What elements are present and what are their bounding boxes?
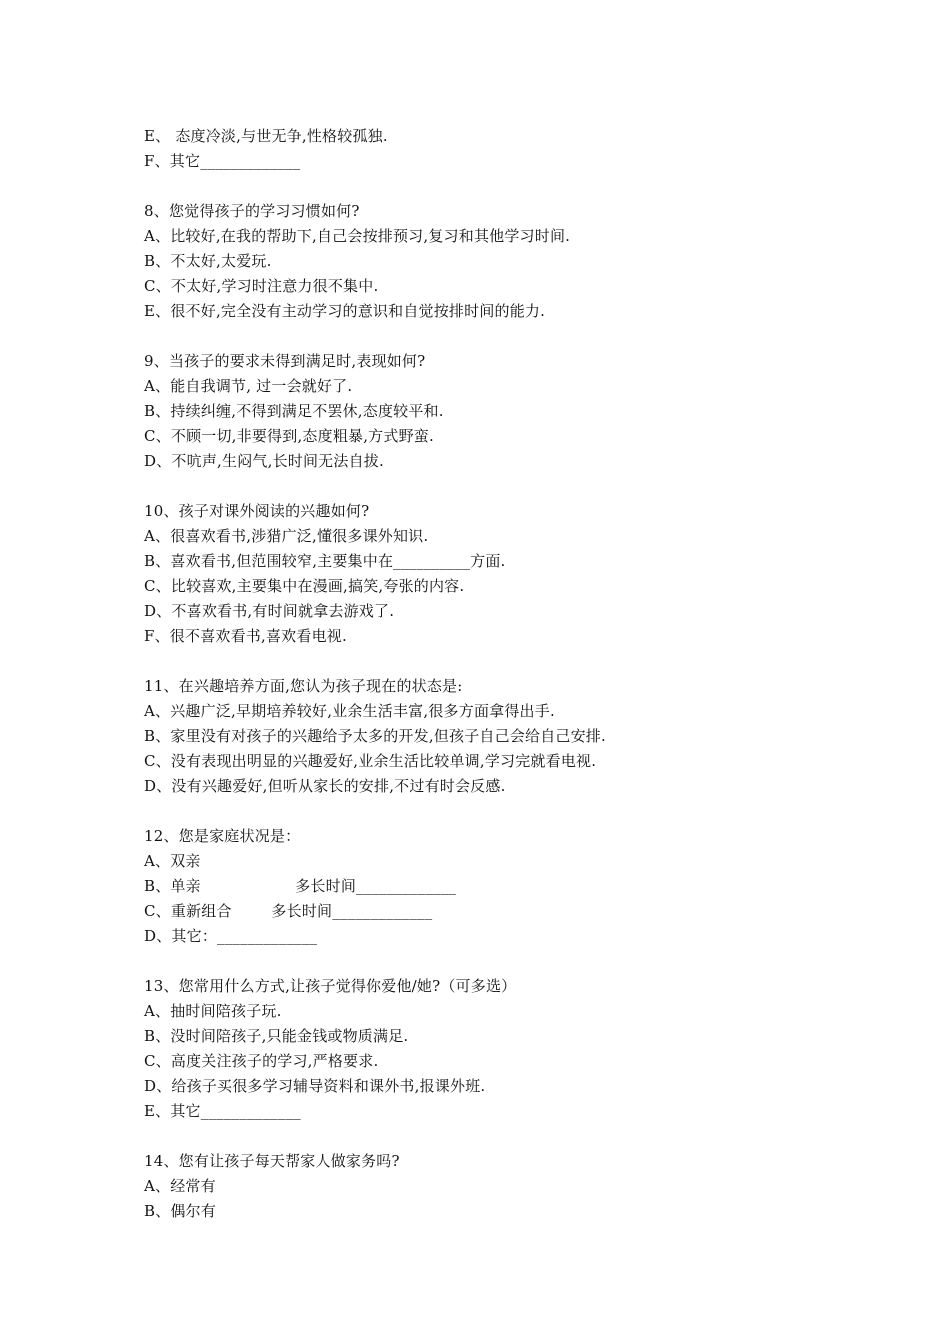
- option-10c: C、比较喜欢,主要集中在漫画,搞笑,夸张的内容.: [144, 577, 465, 595]
- question-14: 14、您有让孩子每天帮家人做家务吗?: [144, 1152, 400, 1170]
- option-8c: C、不太好,学习时注意力很不集中.: [144, 277, 379, 295]
- option-13b: B、没时间陪孩子,只能金钱或物质满足.: [144, 1027, 409, 1045]
- option-11a: A、兴趣广泛,早期培养较好,业余生活丰富,很多方面拿得出手.: [144, 702, 555, 720]
- option-11d: D、没有兴趣爱好,但听从家长的安排,不过有时会反感.: [144, 777, 506, 795]
- question-10: 10、孩子对课外阅读的兴趣如何?: [144, 502, 370, 520]
- option-13a: A、抽时间陪孩子玩.: [144, 1002, 282, 1020]
- option-7e: E、 态度冷淡,与世无争,性格较孤独.: [144, 127, 388, 145]
- option-12c: C、重新组合 多长时间_____________: [144, 902, 433, 920]
- option-11b: B、家里没有对孩子的兴趣给予太多的开发,但孩子自己会给自己安排.: [144, 727, 606, 745]
- question-8: 8、您觉得孩子的学习习惯如何?: [144, 202, 360, 220]
- option-8e: E、很不好,完全没有主动学习的意识和自觉按排时间的能力.: [144, 302, 546, 320]
- option-8b: B、不太好,太爱玩.: [144, 252, 272, 270]
- option-10d: D、不喜欢看书,有时间就拿去游戏了.: [144, 602, 395, 620]
- option-9b: B、持续纠缠,不得到满足不罢休,态度较平和.: [144, 402, 444, 420]
- option-12a: A、双亲: [144, 852, 201, 870]
- option-13c: C、高度关注孩子的学习,严格要求.: [144, 1052, 379, 1070]
- option-10b: B、喜欢看书,但范围较窄,主要集中在__________方面.: [144, 552, 506, 570]
- option-14a: A、经常有: [144, 1177, 216, 1195]
- option-9a: A、能自我调节, 过一会就好了.: [144, 377, 353, 395]
- question-9: 9、当孩子的要求未得到满足时,表现如何?: [144, 352, 426, 370]
- option-12b: B、单亲 多长时间_____________: [144, 877, 457, 895]
- question-12: 12、您是家庭状况是：: [144, 827, 301, 845]
- option-7f: F、其它_____________: [144, 152, 301, 170]
- option-9c: C、不顾一切,非要得到,态度粗暴,方式野蛮.: [144, 427, 434, 445]
- option-14b: B、偶尔有: [144, 1202, 217, 1220]
- option-13e: E、其它_____________: [144, 1102, 301, 1120]
- option-10f: F、很不喜欢看书,喜欢看电视.: [144, 627, 347, 645]
- option-12d: D、其它：_____________: [144, 927, 318, 945]
- option-9d: D、不吭声,生闷气,长时间无法自拔.: [144, 452, 384, 470]
- option-8a: A、比较好,在我的帮助下,自己会按排预习,复习和其他学习时间.: [144, 227, 571, 245]
- option-10a: A、很喜欢看书,涉猎广泛,懂很多课外知识.: [144, 527, 429, 545]
- question-13: 13、您常用什么方式,让孩子觉得你爱他/她?（可多选）: [144, 977, 517, 995]
- option-11c: C、没有表现出明显的兴趣爱好,业余生活比较单调,学习完就看电视.: [144, 752, 597, 770]
- question-11: 11、在兴趣培养方面,您认为孩子现在的状态是:: [144, 677, 463, 695]
- option-13d: D、给孩子买很多学习辅导资料和课外书,报课外班.: [144, 1077, 486, 1095]
